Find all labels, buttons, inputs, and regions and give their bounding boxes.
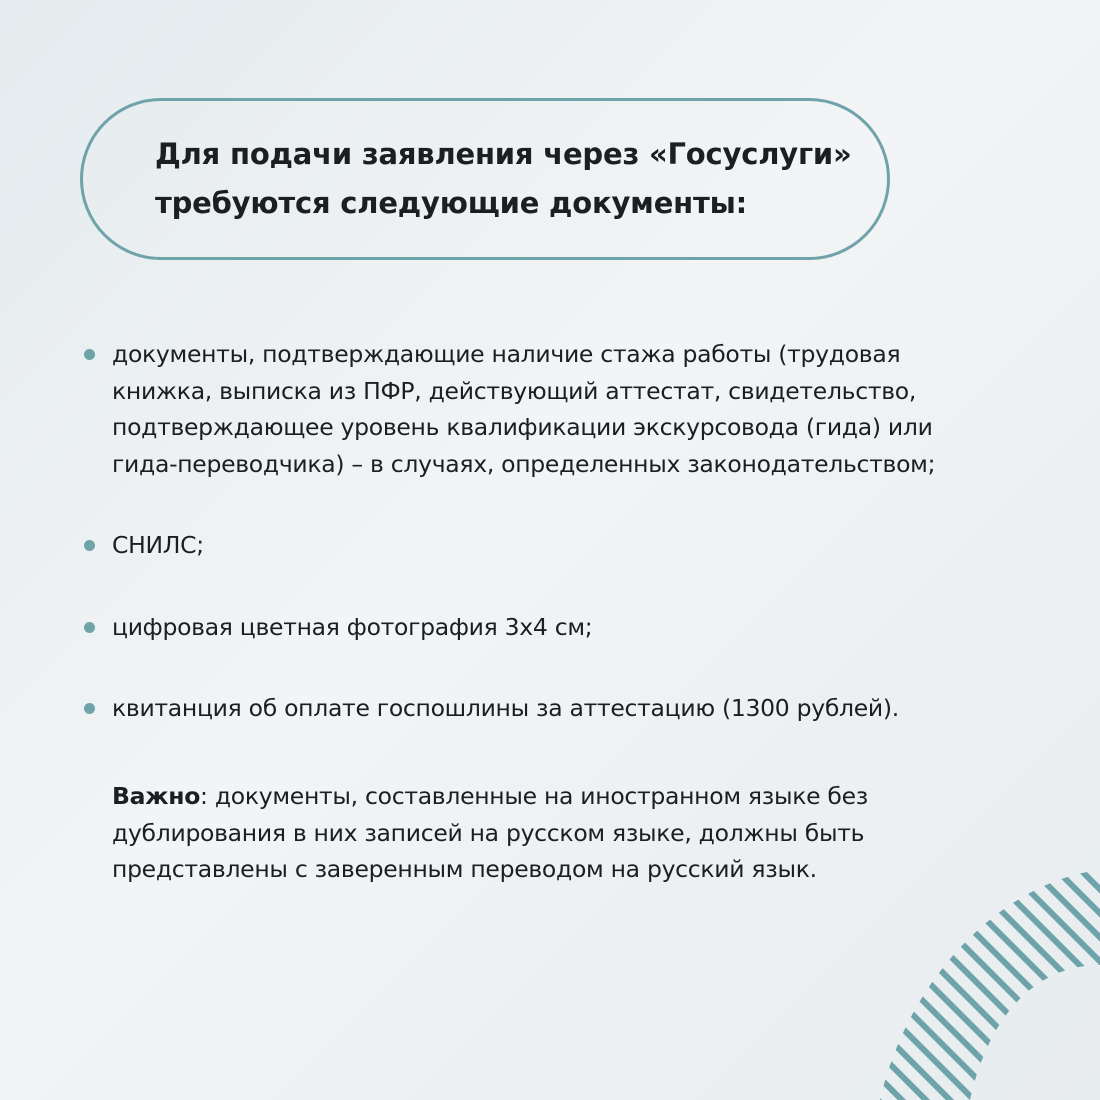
documents-list [84,336,984,727]
bullet-icon [84,349,95,360]
header-pill [80,98,890,260]
list-item [84,690,984,727]
note-label: Важно [112,782,201,810]
page-title: Для подачи заявления через «Госуслуги» требуются следующие документы: [155,137,852,220]
list-item [84,527,984,564]
bullet-icon [84,703,95,714]
note-text: : документы, составленные на иностранном языке без дублирования в них записей на русском языке, должны быть представлены с заверенным переводом на русский язык. [112,782,868,883]
list-item [84,336,984,482]
list-item [84,609,984,646]
list-item-text: цифровая цветная фотография 3х4 см; [112,612,593,641]
bullet-icon [84,540,95,551]
list-item-text: СНИЛС; [112,531,204,559]
list-item-text: документы, подтверждающие наличие стажа работы (трудовая книжка, выписка из ПФР, действующий аттестат, свидетельство, подтверждающее уровень квалификации экскурсовода (гида) или гида-переводчика) – в случаях, определенных законодательством; [112,340,936,478]
list-item-text: квитанция об оплате госпошлины за аттестацию (1300 рублей). [112,694,899,722]
bullet-icon [84,622,95,633]
diagonal-stripes-decoration [860,870,1100,1100]
